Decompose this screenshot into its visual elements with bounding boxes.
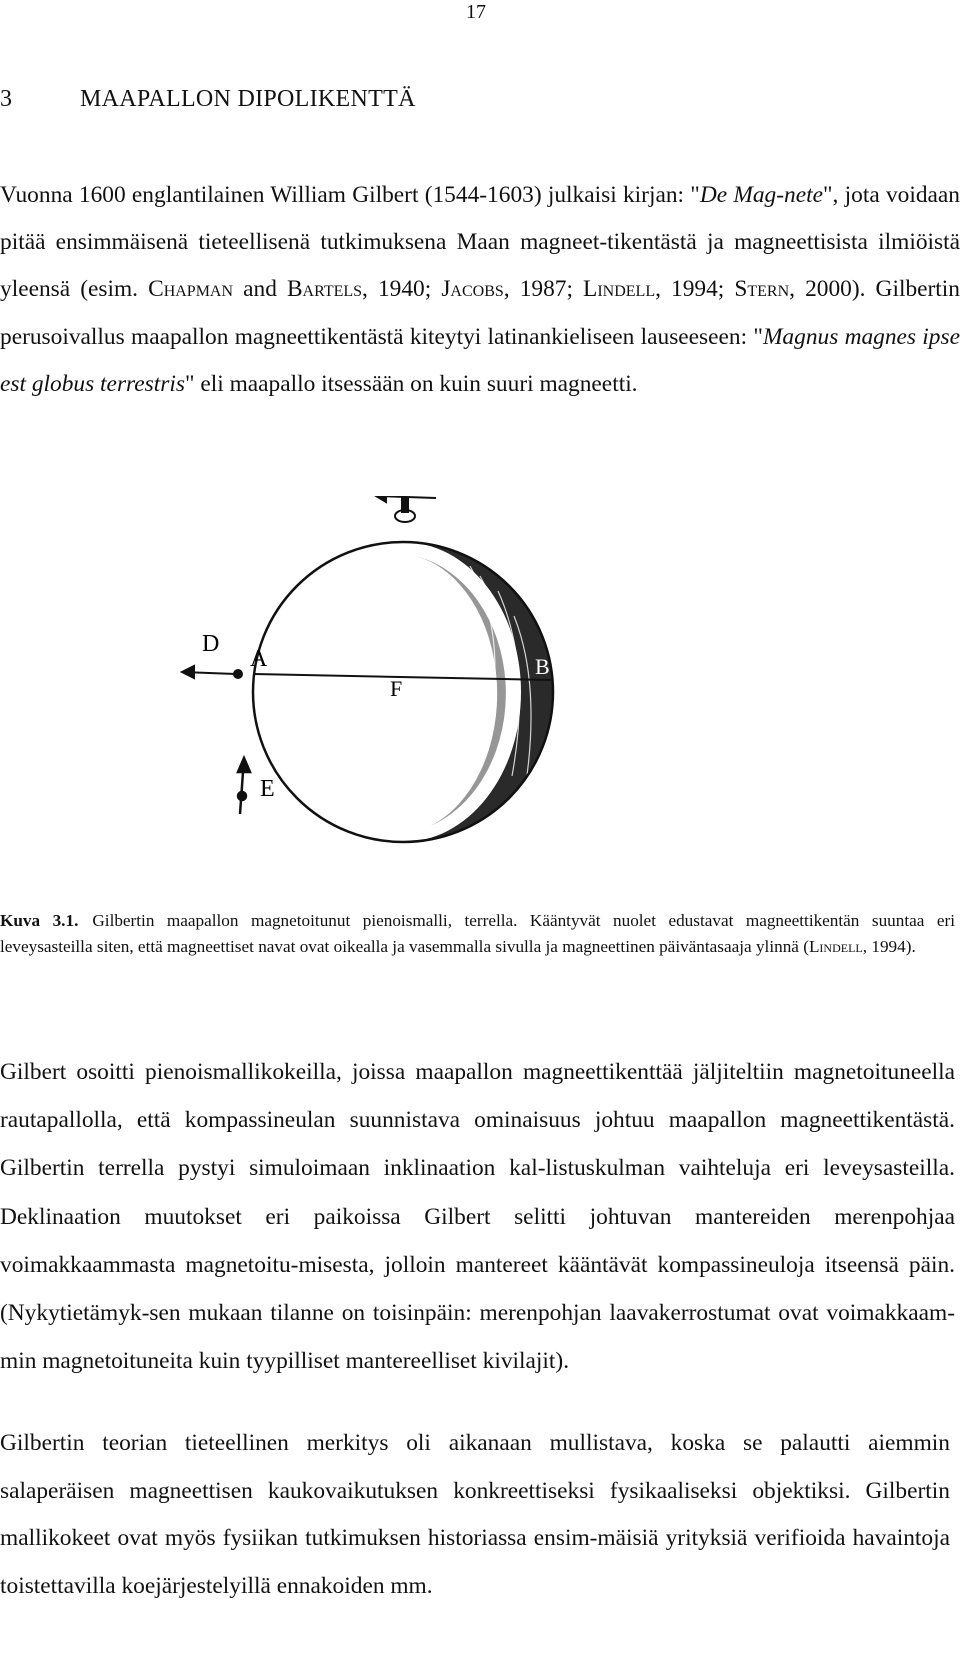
citation-author: Stern xyxy=(734,276,790,303)
body-paragraph-2: Gilbert osoitti pienoismallikokeilla, joissa maapallon magneettikenttää jäljiteltiin magnetoituneella rautapallolla, että kompassineulan suunnistava ominaisuus johtuu maapallon magneettikentästä. Gilbertin terrella pystyi simuloimaan inklinaation kal-listuskulman vaihteluja eri leveysasteilla. Deklinaation muutokset eri paikoissa Gilbert selitti johtuvan mantereiden merenpohjaa voimakkaammasta magnetoitu-misesta, jolloin mantereet kääntävät kompassineuloja itseensä päin. (Nykytietämyk-sen mukaan tilanne on toisinpäin: merenpohjan laavakerrostumat ovat voimakkaam-min magnetoituneita kuin tyypilliset mantereelliset kivilajit). xyxy=(0,1059,955,1375)
terrella-figure xyxy=(180,496,600,866)
text-run: ", jota voidaan pitää ensimmäisenä tieteellisenä tutkimuksena Maan magneet-tikentästä ja magneettisista ilmiöistä yleensä (esim. xyxy=(0,182,960,303)
citation-author: Lindell xyxy=(583,276,656,303)
text-run: , 1940; xyxy=(362,276,442,303)
top-needle-icon xyxy=(376,496,436,522)
left-needle-icon xyxy=(182,666,242,678)
label-e: E xyxy=(260,776,275,802)
page-number: 17 xyxy=(466,1,486,23)
chapter-heading xyxy=(0,84,416,114)
text-run: Vuonna 1600 englantilainen William Gilbert (1544-1603) julkaisi kirjan: " xyxy=(0,182,700,208)
chapter-number: 3 xyxy=(0,86,13,112)
text-run: " eli maapallo itsessään on kuin suuri magneetti. xyxy=(184,370,638,397)
label-b: B xyxy=(535,654,550,679)
label-d: D xyxy=(202,631,220,657)
text-run: , 1994; xyxy=(655,276,735,303)
text-run: , 1987; xyxy=(503,276,584,303)
terrella-illustration xyxy=(180,496,600,866)
caption-text: Gilbertin maapallon magnetoitunut pienoismalli, terrella. Kääntyvät nuolet edustavat magneettikentän suuntaa eri leveysasteilla siten, että magneettiset navat ovat oikealla ja vasemmalla sivulla ja magneettinen päiväntasaaja ylinnä ( xyxy=(0,911,955,956)
label-a: A xyxy=(250,646,268,672)
lower-needle-icon xyxy=(238,758,250,814)
chapter-title: MAAPALLON DIPOLIKENTTÄ xyxy=(80,86,416,112)
sphere-shading xyxy=(403,542,553,842)
text-run: and xyxy=(233,276,287,303)
caption-ref: Lindell xyxy=(808,937,863,956)
intro-paragraph xyxy=(0,172,960,408)
citation-author: Bartels xyxy=(286,276,363,303)
caption-label: Kuva 3.1. xyxy=(0,911,79,930)
citation-author: Chapman xyxy=(148,276,234,303)
figure-caption xyxy=(0,908,955,960)
citation-author: Jacobs xyxy=(441,276,504,303)
label-f: F xyxy=(390,676,403,701)
body-paragraph-3: Gilbertin teorian tieteellinen merkitys oli aikanaan mullistava, koska se palautti aiemmin salaperäisen magneettisen kaukovaikutuksen konkreettiseksi fysikaaliseksi objektiksi. Gilbertin mallikokeet ovat myös fysiikan tutkimuksen historiassa ensim-mäisiä yrityksiä verifioida havaintoja toistettavilla koejärjestelyillä ennakoiden mm. xyxy=(0,1430,950,1599)
text-run: , 2000). Gilbertin perusoivallus maapallon magneettikentästä kiteytyi latinankieliseen lauseeseen: " xyxy=(0,276,960,350)
latin-quote: Magnus magnes ipse est globus terrestris xyxy=(0,323,960,397)
caption-end: , 1994). xyxy=(862,937,916,956)
book-title: De Mag-nete xyxy=(699,182,823,208)
